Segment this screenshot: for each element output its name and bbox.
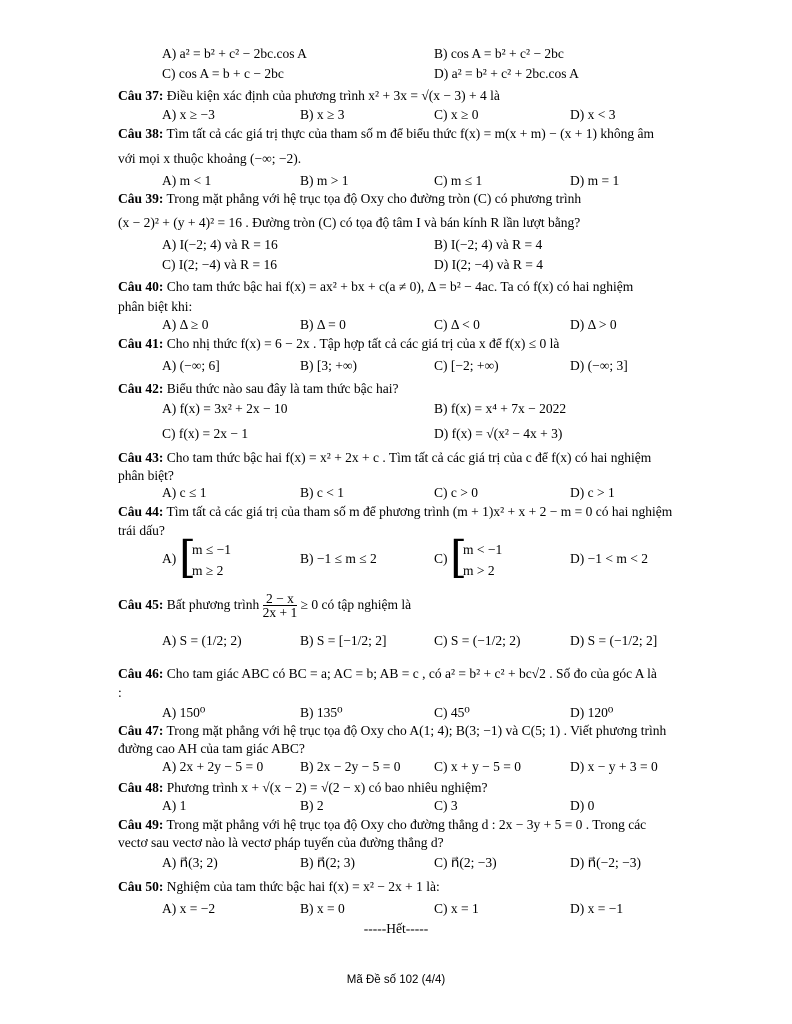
q46-stem (118, 665, 708, 683)
q38-option-a: A) m < 1 (162, 173, 212, 188)
q43-option-a: A) c ≤ 1 (162, 485, 207, 500)
q36-option-d: D) a² = b² + c² + 2bc.cos A (434, 66, 579, 81)
q49-label: Câu 49: (118, 817, 164, 832)
q50-text: Nghiệm của tam thức bậc hai f(x) = x² − 2x + 1 là: (166, 879, 440, 894)
q48-text: Phương trình x + √(x − 2) = √(2 − x) có bao nhiêu nghiệm? (166, 780, 488, 795)
q44-stem (118, 503, 708, 521)
q40-stem (118, 278, 708, 296)
q37-option-b: B) x ≥ 3 (300, 107, 345, 122)
q45-option-d: D) S = (−1/2; 2] (570, 633, 658, 648)
q50-stem (118, 878, 708, 896)
q49-option-a: A) n⃗(3; 2) (162, 855, 218, 870)
q36-option-b: B) cos A = b² + c² − 2bc (434, 46, 564, 61)
q43-text-1: Cho tam thức bậc hai f(x) = x² + 2x + c . Tìm tất cả các giá trị của c để f(x) có hai nghiệm (166, 450, 652, 465)
q44-option-b: B) −1 ≤ m ≤ 2 (300, 551, 377, 566)
q40-text-2: phân biệt khi: (118, 299, 193, 314)
q49-option-d: D) n⃗(−2; −3) (570, 855, 642, 870)
q37-option-a: A) x ≥ −3 (162, 107, 215, 122)
q49-stem (118, 816, 708, 834)
q45-fraction-denominator: 2x + 1 (262, 605, 298, 621)
q44-option-a-label: A) (162, 551, 177, 566)
q44-option-a-bracket: [ (179, 532, 197, 583)
q47-option-c: C) x + y − 5 = 0 (434, 759, 521, 774)
q40-label: Câu 40: (118, 279, 164, 294)
q48-option-c: C) 3 (434, 798, 458, 813)
q38-option-d: D) m = 1 (570, 173, 620, 188)
q44-option-c-top: m < −1 (463, 542, 503, 557)
q43-label: Câu 43: (118, 450, 164, 465)
q41-text: Cho nhị thức f(x) = 6 − 2x . Tập hợp tất cả các giá trị của x để f(x) ≤ 0 là (166, 336, 560, 351)
q50-option-a: A) x = −2 (162, 901, 216, 916)
q39-option-d: D) I(2; −4) và R = 4 (434, 257, 543, 272)
end-marker: -----Hết----- (363, 921, 429, 936)
q41-label: Câu 41: (118, 336, 164, 351)
q42-text: Biểu thức nào sau đây là tam thức bậc hai? (166, 381, 399, 396)
q43-stem (118, 449, 708, 467)
q38-label: Câu 38: (118, 126, 164, 141)
q50-option-d: D) x = −1 (570, 901, 624, 916)
q42-label: Câu 42: (118, 381, 164, 396)
q47-option-b: B) 2x − 2y − 5 = 0 (300, 759, 401, 774)
q44-text-2: trái dấu? (118, 523, 165, 538)
q50-option-b: B) x = 0 (300, 901, 345, 916)
q42-option-a: A) f(x) = 3x² + 2x − 10 (162, 401, 288, 416)
q45-text-post: ≥ 0 có tập nghiệm là (300, 597, 412, 612)
q47-text-2: đường cao AH của tam giác ABC? (118, 741, 305, 756)
q46-option-a: A) 150⁰ (162, 705, 206, 720)
q49-option-b: B) n⃗(2; 3) (300, 855, 356, 870)
q47-label: Câu 47: (118, 723, 164, 738)
q48-option-b: B) 2 (300, 798, 324, 813)
q47-option-d: D) x − y + 3 = 0 (570, 759, 658, 774)
q46-label: Câu 46: (118, 666, 164, 681)
q37-label: Câu 37: (118, 88, 164, 103)
q37-option-d: D) x < 3 (570, 107, 616, 122)
q38-text-1: Tìm tất cả các giá trị thực của tham số m để biểu thức f(x) = m(x + m) − (x + 1) không âm (166, 126, 654, 141)
q44-text-1: Tìm tất cả các giá trị của tham số m để phương trình (m + 1)x² + x + 2 − m = 0 có hai nghiệm (166, 504, 673, 519)
q42-option-d: D) f(x) = √(x² − 4x + 3) (434, 426, 563, 441)
q38-text-2: với mọi x thuộc khoảng (−∞; −2). (118, 151, 302, 166)
q44-option-c-bracket: [ (450, 532, 468, 583)
q39-option-a: A) I(−2; 4) và R = 16 (162, 237, 278, 252)
q45-fraction-numerator: 2 − x (263, 592, 298, 606)
q50-option-c: C) x = 1 (434, 901, 479, 916)
q41-option-b: B) [3; +∞) (300, 358, 357, 373)
q46-option-c: C) 45⁰ (434, 705, 470, 720)
q43-option-b: B) c < 1 (300, 485, 344, 500)
q39-option-b: B) I(−2; 4) và R = 4 (434, 237, 543, 252)
q36-option-a: A) a² = b² + c² − 2bc.cos A (162, 46, 307, 61)
q45-fraction (263, 592, 298, 619)
q40-option-a: A) Δ ≥ 0 (162, 317, 209, 332)
q46-text-2: : (118, 685, 122, 700)
q39-text-2: (x − 2)² + (y + 4)² = 16 . Đường tròn (C) có tọa độ tâm I và bán kính R lần lượt bằng? (118, 215, 581, 230)
q44-option-a-top: m ≤ −1 (192, 542, 232, 557)
q49-text-2: vectơ sau vectơ nào là vectơ pháp tuyến của đường thẳng d? (118, 835, 444, 850)
q44-option-c-label: C) (434, 551, 448, 566)
q39-stem (118, 190, 708, 208)
q47-text-1: Trong mặt phẳng với hệ trục tọa độ Oxy cho A(1; 4); B(3; −1) và C(5; 1) . Viết phương trình (166, 723, 667, 738)
q41-option-a: A) (−∞; 6] (162, 358, 220, 373)
q47-option-a: A) 2x + 2y − 5 = 0 (162, 759, 264, 774)
q41-stem (118, 335, 708, 353)
q36-option-c: C) cos A = b + c − 2bc (162, 66, 284, 81)
q48-label: Câu 48: (118, 780, 164, 795)
q40-text-1: Cho tam thức bậc hai f(x) = ax² + bx + c(a ≠ 0), Δ = b² − 4ac. Ta có f(x) có hai nghiệm (166, 279, 634, 294)
q46-option-b: B) 135⁰ (300, 705, 343, 720)
q38-option-c: C) m ≤ 1 (434, 173, 483, 188)
q45-stem (118, 592, 708, 619)
q40-option-c: C) Δ < 0 (434, 317, 480, 332)
q47-stem (118, 722, 708, 740)
q37-text: Điều kiện xác định của phương trình x² + 3x = √(x − 3) + 4 là (166, 88, 500, 103)
q39-text-1: Trong mặt phẳng với hệ trục tọa độ Oxy cho đường tròn (C) có phương trình (166, 191, 582, 206)
q42-option-c: C) f(x) = 2x − 1 (162, 426, 249, 441)
q40-option-b: B) Δ = 0 (300, 317, 346, 332)
q44-option-d: D) −1 < m < 2 (570, 551, 648, 566)
q48-option-d: D) 0 (570, 798, 595, 813)
q44-option-a-bottom: m ≥ 2 (192, 563, 224, 578)
q49-text-1: Trong mặt phẳng với hệ trục tọa độ Oxy cho đường thẳng d : 2x − 3y + 5 = 0 . Trong các (166, 817, 647, 832)
q45-option-b: B) S = [−1/2; 2] (300, 633, 387, 648)
q44-option-c-bottom: m > 2 (463, 563, 495, 578)
q42-option-b: B) f(x) = x⁴ + 7x − 2022 (434, 401, 567, 416)
exam-code-footer: Mã Đề số 102 (4/4) (346, 974, 446, 986)
q45-option-c: C) S = (−1/2; 2) (434, 633, 521, 648)
q38-stem (118, 125, 708, 143)
q39-label: Câu 39: (118, 191, 164, 206)
q39-option-c: C) I(2; −4) và R = 16 (162, 257, 277, 272)
q37-option-c: C) x ≥ 0 (434, 107, 479, 122)
q43-option-d: D) c > 1 (570, 485, 615, 500)
q45-option-a: A) S = (1/2; 2) (162, 633, 242, 648)
q45-text-pre: Bất phương trình (166, 597, 260, 612)
q45-label: Câu 45: (118, 597, 164, 612)
q41-option-d: D) (−∞; 3] (570, 358, 628, 373)
q37-stem (118, 87, 708, 105)
q50-label: Câu 50: (118, 879, 164, 894)
q40-option-d: D) Δ > 0 (570, 317, 617, 332)
q48-stem (118, 779, 708, 797)
q43-option-c: C) c > 0 (434, 485, 478, 500)
q44-label: Câu 44: (118, 504, 164, 519)
q46-option-d: D) 120⁰ (570, 705, 614, 720)
q46-text-1: Cho tam giác ABC có BC = a; AC = b; AB = c , có a² = b² + c² + bc√2 . Số đo của góc A là (166, 666, 657, 681)
q49-option-c: C) n⃗(2; −3) (434, 855, 497, 870)
q42-stem (118, 380, 708, 398)
q43-text-2: phân biệt? (118, 468, 174, 483)
q48-option-a: A) 1 (162, 798, 187, 813)
q38-option-b: B) m > 1 (300, 173, 349, 188)
q41-option-c: C) [−2; +∞) (434, 358, 499, 373)
